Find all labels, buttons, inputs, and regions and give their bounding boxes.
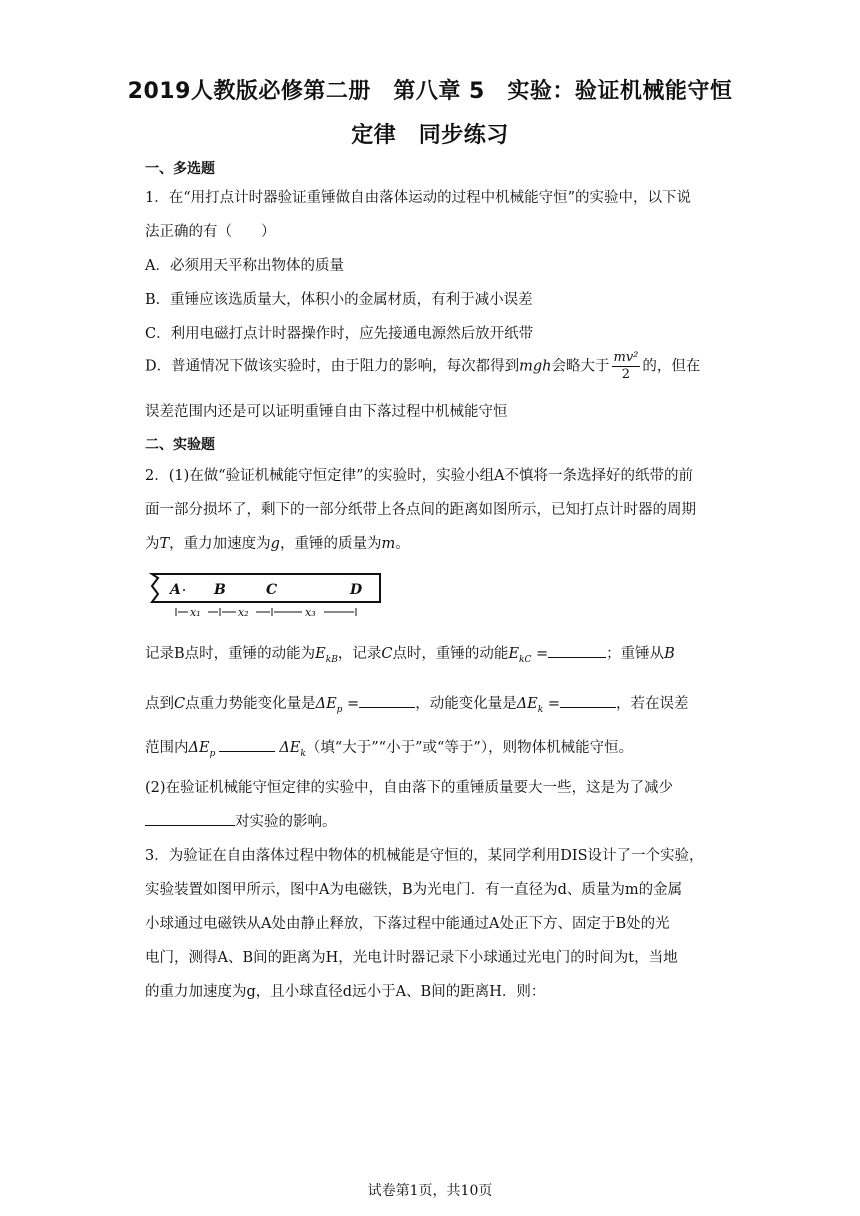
answer-blank-ekc[interactable] xyxy=(548,643,606,658)
q3-line2: 实验装置如图甲所示，图中A为电磁铁，B为光电门．有一直径为d、质量为m的金属 xyxy=(145,882,683,898)
q1-option-c: C．利用电磁打点计时器操作时，应先接通电源然后放开纸带 xyxy=(145,326,534,342)
q3-line5: 的重力加速度为g，且小球直径d远小于A、B间的距离H．则： xyxy=(145,984,546,1000)
q3-line3: 小球通过电磁铁从A处由静止释放，下落过程中能通过A处正下方、固定于B处的光 xyxy=(145,916,670,932)
answer-blank-delta-ep[interactable] xyxy=(359,693,415,708)
answer-blank-compare[interactable] xyxy=(219,737,275,752)
q1-option-d: D．普通情况下做该实验时，由于阻力的影响，每次都得到mgh会略大于 $\frac{\text{mv²}}{2}$ 的，但在 xyxy=(145,350,701,382)
section-experiment: 二、实验题 xyxy=(145,437,215,453)
document-title-line2: 定律 同步练习 xyxy=(351,123,509,148)
q2-line2: 面一部分损坏了，剩下的一部分纸带上各点间的距离如图所示，已知打点计时器的周期 xyxy=(145,502,696,518)
q1-option-b: B．重锤应该选质量大，体积小的金属材质，有利于减小误差 xyxy=(145,292,533,308)
tape-segment-x3: x₃ xyxy=(305,606,316,619)
answer-blank-delta-ek[interactable] xyxy=(560,693,616,708)
q2-line1: 2．(1)在做“验证机械能守恒定律”的实验时，实验小组A不慎将一条选择好的纸带的前 xyxy=(145,468,694,484)
q1-option-a: A．必须用天平称出物体的质量 xyxy=(145,258,344,274)
tape-segment-x2: x₂ xyxy=(238,606,249,619)
fraction-mv2-over-2: $\frac{\text{mv²}}{2}$ xyxy=(613,350,639,382)
answer-blank-reduce[interactable] xyxy=(145,811,235,826)
q2-line6: 范围内$\Delta E_p$ $\Delta E_k$（填“大于”“小于”或“等于”），则物体机械能守恒。 xyxy=(145,736,720,759)
q3-line4: 电门，测得A、B间的距离为H，光电计时器记录下小球通过光电门的时间为t，当地 xyxy=(145,950,678,966)
q3-line1: 3．为验证在自由落体过程中物体的机械能是守恒的，某同学利用DIS设计了一个实验， xyxy=(145,848,704,864)
q2-line5: 点到C点重力势能变化量是$\Delta E_p$ = ，动能变化量是$\Delta E_k$ = ，若在误差 xyxy=(145,692,720,715)
page-footer: 试卷第1页，共10页 xyxy=(367,1183,493,1199)
tape-point-b: B xyxy=(214,582,226,598)
q2-part2-line1: (2)在验证机械能守恒定律的实验中，自由落下的重锤质量要大一些，这是为了减少 xyxy=(145,780,674,796)
section-multiple-choice: 一、多选题 xyxy=(145,161,215,177)
q1-option-d-line2: 误差范围内还是可以证明重锤自由下落过程中机械能守恒 xyxy=(145,404,508,420)
tape-segment-x1: x₁ xyxy=(190,606,201,619)
q1-stem-line1: 1．在“用打点计时器验证重锤做自由落体运动的过程中机械能守恒”的实验中，以下说 xyxy=(145,190,692,206)
tape-point-a: A xyxy=(170,582,181,598)
q2-line3: 为T，重力加速度为g，重锤的质量为m。 xyxy=(145,536,410,552)
tape-point-d: D xyxy=(350,582,363,598)
q2-part2-line2: 对实验的影响。 xyxy=(145,810,720,831)
paper-tape-figure xyxy=(148,570,388,620)
document-title-line1: 2019人教版必修第二册 第八章 5 实验：验证机械能守恒 xyxy=(127,79,733,104)
tape-point-c: C xyxy=(266,582,278,598)
q2-line4: 记录B点时，重锤的动能为$E_{kB}$，记录C点时，重锤的动能$E_{kC}$ = ；重锤从B xyxy=(145,642,720,665)
q1-stem-line2: 法正确的有（ ） xyxy=(145,224,276,240)
